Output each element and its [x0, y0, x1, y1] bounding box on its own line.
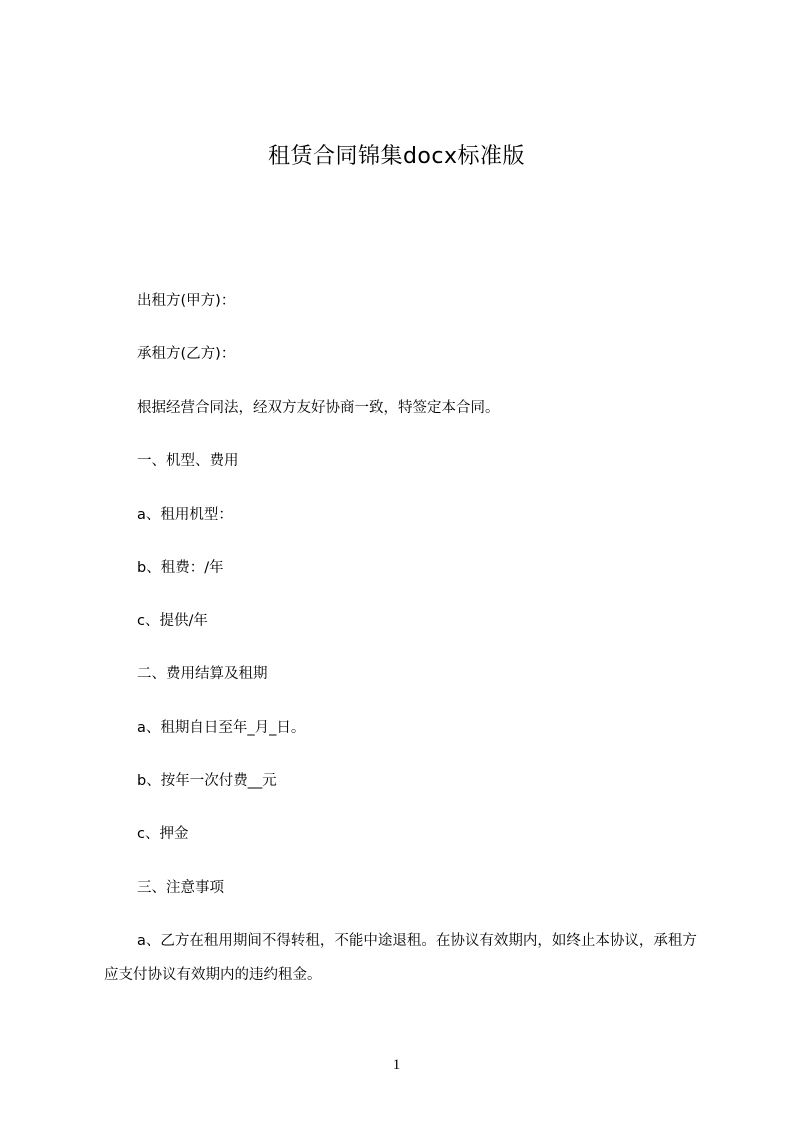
preamble-paragraph: 根据经营合同法，经双方友好协商一致，特签定本合同。: [137, 400, 500, 416]
clause-1c: c、提供/年: [137, 613, 208, 629]
clause-1b: b、租费：/年: [137, 560, 224, 576]
section-heading-1: 一、机型、费用: [137, 453, 239, 469]
lessor-line: 出租方(甲方)：: [137, 293, 236, 309]
section-heading-3: 三、注意事项: [137, 880, 224, 896]
document-title: 租赁合同锦集docx标准版: [267, 144, 526, 169]
page-number: 1: [392, 1057, 401, 1073]
clause-2b: b、按年一次付费__元: [137, 773, 277, 789]
lessee-line: 承租方(乙方)：: [137, 346, 236, 362]
clause-2c: c、押金: [137, 826, 189, 842]
clause-1a: a、租用机型：: [137, 507, 233, 523]
section-heading-2: 二、费用结算及租期: [137, 666, 268, 682]
clause-2a: a、租期自日至年_月_日。: [137, 720, 306, 736]
clause-3a: a、乙方在租用期间不得转租，不能中途退租。在协议有效期内，如终止本协议，承租方应支付协议有效期内的违约租金。: [104, 933, 697, 983]
